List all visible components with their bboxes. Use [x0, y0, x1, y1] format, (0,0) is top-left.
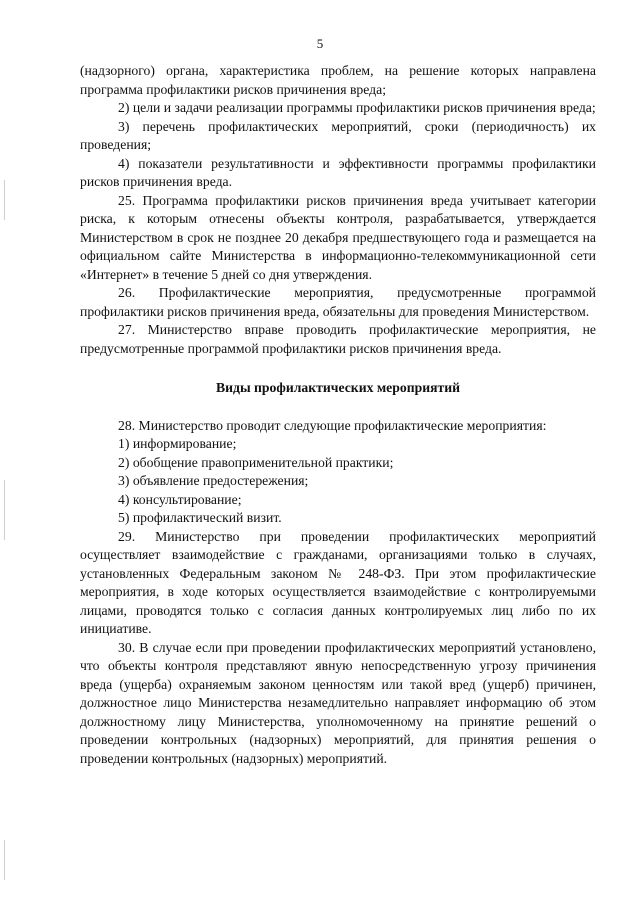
- paragraph: 3) перечень профилактических мероприятий, сроки (периодичность) их проведения;: [80, 118, 596, 152]
- paragraph: 27. Министерство вправе проводить профилактические мероприятия, не предусмотренные программой профилактики рисков причинения вреда.: [80, 322, 596, 356]
- scan-edge-mark: [4, 480, 5, 540]
- paragraph: 28. Министерство проводит следующие профилактические мероприятия:: [118, 417, 547, 433]
- scan-edge-mark: [4, 180, 5, 220]
- document-body: [80, 62, 596, 768]
- paragraph: 29. Министерство при проведении профилактических мероприятий осуществляет взаимодействие с гражданами, организациями только в случаях, установленных Федеральным законом № 248-ФЗ. При этом профилактические мероприятия, в ходе которых осуществляется взаимодействие с контролируемыми лицами, проводятся только с согласия данных контролируемых лиц либо по их инициативе.: [80, 528, 596, 636]
- paragraph: 25. Программа профилактики рисков причинения вреда учитывает категории риска, к которым отнесены объекты контроля, разрабатывается, утверждается Министерством в срок не позднее 20 декабря предшествующего года и размещается на официальном сайте Министерства в информационно-телекоммуникационной сети «Интернет» в течение 5 дней со дня утверждения.: [80, 192, 596, 282]
- list-item: 5) профилактический визит.: [118, 510, 282, 525]
- paragraph: 4) показатели результативности и эффективности программы профилактики рисков причинения вреда.: [80, 155, 596, 189]
- section-heading: Виды профилактических мероприятий: [216, 380, 460, 395]
- list-item: 2) обобщение правоприменительной практики;: [118, 454, 394, 470]
- page-number: 5: [316, 36, 324, 51]
- list-item: 1) информирование;: [118, 436, 237, 451]
- list-item: 3) объявление предостережения;: [118, 473, 309, 488]
- paragraph: 26. Профилактические мероприятия, предусмотренные программой профилактики рисков причинения вреда, обязательны для проведения Министерством.: [80, 285, 596, 319]
- list-item: 4) консультирование;: [118, 491, 242, 507]
- scan-edge-mark: [4, 840, 5, 880]
- paragraph: 30. В случае если при проведении профилактических мероприятий установлено, что объекты контроля представляют явную непосредственную угрозу причинения вреда (ущерба) охраняемым законом ценностям или такой вред (ущерб) причинен, должностное лицо Министерства незамедлительно направляет информацию об этом должностному лицу Министерства, уполномоченному на принятие решений о проведении контрольных (надзорных) мероприятий, для принятия решения о проведении контрольных (надзорных) мероприятий.: [80, 639, 596, 766]
- paragraph: (надзорного) органа, характеристика проблем, на решение которых направлена программа профилактики рисков причинения вреда;: [80, 63, 596, 97]
- paragraph: 2) цели и задачи реализации программы профилактики рисков причинения вреда;: [118, 100, 596, 115]
